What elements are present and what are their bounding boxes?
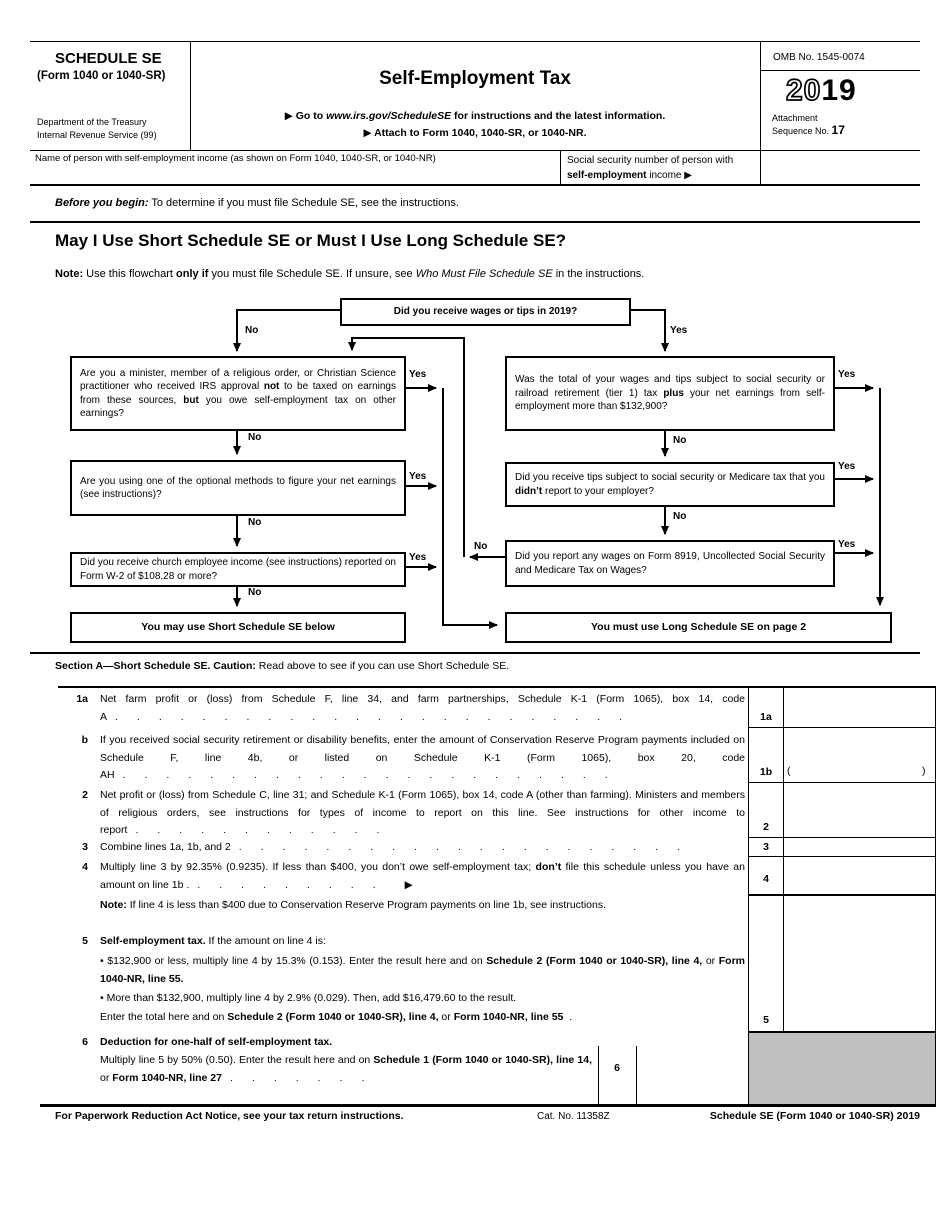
line-4-cell-label: 4 xyxy=(763,873,769,885)
line-1a-amount-cell[interactable] xyxy=(784,688,935,727)
attach-line: ▶ Attach to Form 1040, 1040-SR, or 1040-NR. xyxy=(363,127,587,139)
line-3-description: Combine lines 1a, 1b, and 2 ..................... xyxy=(100,841,700,853)
line-1b-description: If you received social security retirement or disability benefits, enter the amount of Conservation Reserve Program payments included on Schedule F, line 4b, or listed on Schedule K-1 (Form 1065), box 20, code AH ....................... xyxy=(100,734,745,781)
flowchart-bottom-rule xyxy=(30,652,920,654)
footer-paperwork-notice: For Paperwork Reduction Act Notice, see your tax return instructions. xyxy=(55,1110,404,1122)
line-4-note: Note: If line 4 is less than $400 due to Conservation Reserve Program payments on line 1b, see instructions. xyxy=(100,899,607,911)
flow-label-no: No xyxy=(474,541,488,552)
ssn-input-cell[interactable] xyxy=(761,151,920,184)
line-1a-description: Net farm profit or (loss) from Schedule F, line 34, and farm partnerships, Schedule K-1 (Form 1065), box 14, code A ........................ xyxy=(100,693,745,723)
flow-box-wages-question: Did you receive wages or tips in 2019? xyxy=(340,298,631,326)
line-2-description: Net profit or (loss) from Schedule C, line 31; and Schedule K-1 (Form 1065), box 14, code A (other than farming). Ministers and members of religious orders, see instructions for types of income to report on this line. See instructions for other income to report ............ xyxy=(100,789,745,836)
line-1a-number: 1a xyxy=(76,693,88,705)
flowchart-title: May I Use Short Schedule SE or Must I Use Long Schedule SE? xyxy=(55,231,567,250)
name-row-bottom-rule xyxy=(30,184,920,186)
flow-box-long-result: You must use Long Schedule SE on page 2 xyxy=(505,612,892,643)
omb-number: OMB No. 1545-0074 xyxy=(773,52,865,63)
line-6-box-left-border xyxy=(598,1046,599,1104)
paren-open: ( xyxy=(787,765,791,777)
flow-label-yes: Yes xyxy=(838,369,856,380)
line-2-cell-label: 2 xyxy=(763,821,769,833)
tax-year-bold: 19 xyxy=(821,74,857,107)
table-bottom-border xyxy=(40,1104,936,1107)
flow-label-no: No xyxy=(248,587,262,598)
line-3-cell-label: 3 xyxy=(763,841,769,853)
sequence-label: Sequence No. xyxy=(772,126,832,136)
flow-label-yes: Yes xyxy=(838,539,856,550)
header-top-rule xyxy=(30,41,920,42)
attachment-label: Attachment xyxy=(772,113,818,123)
line-6-title: Deduction for one-half of self-employment tax. xyxy=(100,1036,333,1048)
name-label: Name of person with self-employment income (as shown on Form 1040, 1040-SR, or 1040-NR) xyxy=(35,153,436,164)
omb-rule xyxy=(760,70,920,71)
section-rule xyxy=(30,221,920,223)
flow-box-optional-methods: Are you using one of the optional methods to figure your net earnings (see instructions)? xyxy=(70,460,406,516)
before-you-begin: Before you begin: To determine if you must file Schedule SE, see the instructions. xyxy=(55,197,459,209)
line-6-description: Multiply line 5 by 50% (0.50). Enter the result here and on Schedule 1 (Form 1040 or 1040-SR), line 14, or Form 1040-NR, line 27 ....... xyxy=(100,1054,592,1084)
line-2-amount-cell[interactable] xyxy=(784,783,935,836)
flow-label-no: No xyxy=(248,517,262,528)
pointer-icon: ▶ xyxy=(404,878,413,891)
dot-leader: ........................ xyxy=(115,710,642,723)
row-divider xyxy=(748,727,936,728)
ssn-label: Social security number of person with self-employment income ▶ xyxy=(567,155,734,181)
line-3-amount-cell[interactable] xyxy=(784,838,935,855)
line-4-number: 4 xyxy=(82,861,88,873)
flow-label-no: No xyxy=(245,325,259,336)
name-input-area[interactable] xyxy=(35,165,555,183)
form-title: Self-Employment Tax xyxy=(379,68,571,89)
dot-leader: ....... xyxy=(229,1071,384,1084)
line-1b-amount-cell[interactable] xyxy=(793,729,920,782)
flow-label-no: No xyxy=(673,511,687,522)
line-5-total-line: Enter the total here and on Schedule 2 (Form 1040 or 1040-SR), line 4, or Form 1040-NR, line 55 . xyxy=(100,1011,573,1023)
dot-leader: ..................... xyxy=(238,841,700,853)
sequence-line xyxy=(772,124,845,137)
footer-form-id: Schedule SE (Form 1040 or 1040-SR) 2019 xyxy=(709,1110,920,1122)
flow-label-yes: Yes xyxy=(838,461,856,472)
line-5-number: 5 xyxy=(82,935,88,947)
sequence-number: 17 xyxy=(831,123,845,137)
flowchart-note: Note: Use this flowchart only if you must file Schedule SE. If unsure, see Who Must File Schedule SE in the instructions. xyxy=(55,268,645,280)
name-ssn-divider xyxy=(560,150,561,185)
line-3-number: 3 xyxy=(82,841,88,853)
dept-line2: Internal Revenue Service (99) xyxy=(37,130,157,140)
shaded-cell-line6 xyxy=(749,1033,935,1104)
tax-year xyxy=(786,74,857,108)
dot-leader: ......... xyxy=(197,878,395,891)
line-5-amount-cell[interactable] xyxy=(784,896,935,1031)
line-6-amount-cell[interactable] xyxy=(637,1046,747,1104)
flow-box-minister: Are you a minister, member of a religious order, or Christian Science practitioner who received IRS approval not to be taxed on earnings from these sources, but you owe self-employment tax on other earnings? xyxy=(70,356,406,431)
flowchart xyxy=(0,295,950,648)
dot-leader: ............ xyxy=(135,824,399,836)
line-1b-number: b xyxy=(81,734,88,746)
line-5-intro: Self-employment tax. If the amount on line 4 is: xyxy=(100,935,326,947)
line-4-amount-cell[interactable] xyxy=(784,857,935,893)
line-1b-cell-label: 1b xyxy=(759,766,773,778)
line-5-cell-label: 5 xyxy=(763,1014,769,1026)
flow-box-church-income: Did you receive church employee income (see instructions) reported on Form W-2 of $108.28 or more? xyxy=(70,552,406,587)
paren-close: ) xyxy=(922,765,926,777)
line-5-bullet-2: • More than $132,900, multiply line 4 by 2.9% (0.029). Then, add $16,479.60 to the result. xyxy=(100,992,517,1004)
flow-label-yes: Yes xyxy=(409,369,427,380)
footer-cat-number: Cat. No. 11358Z xyxy=(537,1111,610,1122)
flow-box-form-8919: Did you report any wages on Form 8919, Uncollected Social Security and Medicare Tax on Wages? xyxy=(505,540,835,587)
tax-year-outline: 20 xyxy=(786,74,822,107)
schedule-label: SCHEDULE SE xyxy=(55,50,162,67)
flow-box-unreported-tips: Did you receive tips subject to social security or Medicare tax that you didn’t report to your employer? xyxy=(505,462,835,507)
line-6-number: 6 xyxy=(82,1036,88,1048)
form-label: (Form 1040 or 1040-SR) xyxy=(37,70,166,82)
flow-label-no: No xyxy=(673,435,687,446)
flow-label-yes: Yes xyxy=(670,325,688,336)
goto-line: ▶ Go to www.irs.gov/ScheduleSE for instructions and the latest information. xyxy=(284,110,666,122)
line-5-bullet-1: • $132,900 or less, multiply line 4 by 15.3% (0.153). Enter the result here and on Schedule 2 (Form 1040 or 1040-SR), line 4, or Form 1040-NR, line 55. xyxy=(100,955,745,985)
flow-box-short-result: You may use Short Schedule SE below xyxy=(70,612,406,643)
flow-box-wages-132900: Was the total of your wages and tips subject to social security or railroad retirement (tier 1) tax plus your net earnings from self-employment more than $132,900? xyxy=(505,356,835,431)
line-6-cell-label: 6 xyxy=(614,1062,620,1074)
line-4-description: Multiply line 3 by 92.35% (0.9235). If less than $400, you don’t owe self-employment tax; don’t file this schedule unless you have an amount on line 1b . ......... ▶ xyxy=(100,861,745,891)
dot-leader: ....................... xyxy=(122,769,627,781)
flow-label-yes: Yes xyxy=(409,471,427,482)
dept-line1: Department of the Treasury xyxy=(37,117,147,127)
line-2-number: 2 xyxy=(82,789,88,801)
flow-label-no: No xyxy=(248,432,262,443)
line-1a-cell-label: 1a xyxy=(760,711,772,723)
flow-label-yes: Yes xyxy=(409,552,427,563)
section-a-heading: Section A—Short Schedule SE. Caution: Read above to see if you can use Short Schedule SE. xyxy=(55,660,510,672)
